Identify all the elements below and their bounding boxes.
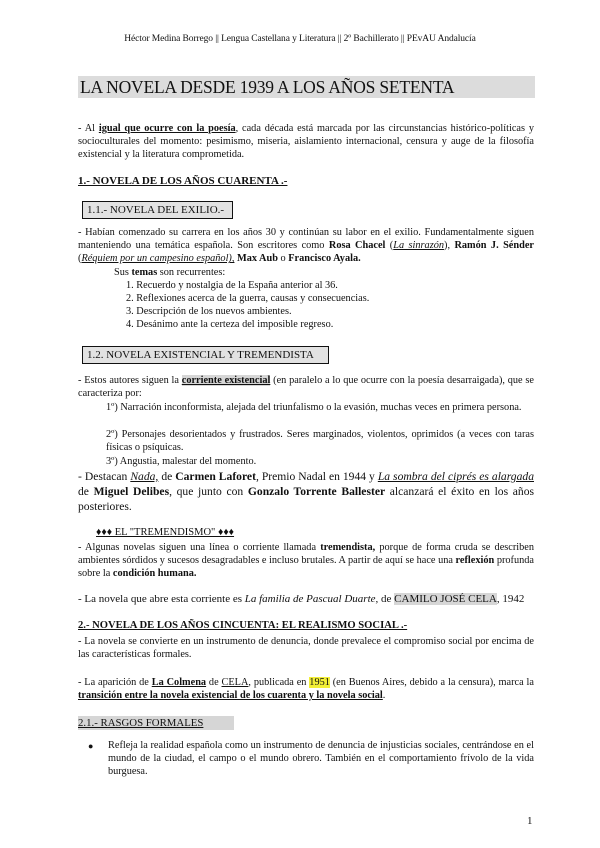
section-heading-1: 1.- NOVELA DE LOS AÑOS CUARENTA .- bbox=[78, 175, 288, 187]
subsection-heading-existencial: 1.2. NOVELA EXISTENCIAL Y TREMENDISTA bbox=[82, 346, 329, 364]
temas-text: Sus bbox=[114, 267, 132, 278]
temas-emphasis: temas bbox=[131, 267, 158, 278]
exilio-text: - Habían comenzado su carrera en los años 30 y continúan su labor en el exilio. Fundamentalmente siguen manteniendo una temática española. Son escritores como bbox=[78, 227, 534, 252]
existencial-text: - Estos autores siguen la bbox=[78, 375, 182, 386]
exilio-text: ), bbox=[444, 240, 455, 252]
colmena-text: . bbox=[382, 690, 386, 702]
section-heading-2: 2.- NOVELA DE LOS AÑOS CINCUENTA: EL REALISMO SOCIAL .- bbox=[78, 620, 408, 631]
existencial-paragraph bbox=[78, 374, 534, 400]
exist-item-2: 2º) Personajes desorientados y frustrados. Seres marginados, violentos, oprimidos (a veces con taras físicas o psíquicas. bbox=[106, 429, 534, 454]
destacan-text: - Destacan bbox=[78, 470, 131, 483]
author-name: Ramón J. Sénder bbox=[454, 240, 534, 252]
intro-emphasis: igual que ocurre con la poesía bbox=[98, 123, 236, 134]
work-title: Nada, bbox=[130, 470, 159, 483]
list-item: 4. Desánimo ante la certeza del imposible regreso. bbox=[126, 318, 334, 330]
destacan-text: , que junto con bbox=[169, 485, 248, 498]
destacan-paragraph bbox=[78, 469, 534, 514]
author-name: Gonzalo Torrente Ballester bbox=[247, 485, 386, 498]
tremendismo-heading: ♦♦♦ EL "TREMENDISMO" ♦♦♦ bbox=[96, 527, 235, 538]
tremendismo-emphasis: tremendista, bbox=[320, 542, 376, 553]
colmena-text: - La aparición de bbox=[78, 677, 152, 688]
page-number: 1 bbox=[527, 815, 533, 827]
work-title: La sinrazón bbox=[393, 240, 445, 252]
rasgos-item: Refleja la realidad española como un instrumento de denuncia de injusticias sociales, centrándose en el mundo de la ciudad, el campo o el mundo obrero. También en el comportamiento frívolo de la vida burguesa. bbox=[108, 740, 534, 778]
list-item: 1. Recuerdo y nostalgia de la España anterior al 36. bbox=[126, 280, 338, 291]
work-title: La familia de Pascual Duarte, bbox=[244, 593, 379, 605]
exilio-text: ( bbox=[385, 240, 394, 252]
author-name: Francisco Ayala. bbox=[288, 253, 361, 265]
list-item: 2. Reflexiones acerca de la guerra, causas y consecuencias. bbox=[126, 292, 370, 304]
destacan-text: de bbox=[78, 485, 94, 498]
author-name: Miguel Delibes bbox=[93, 485, 170, 498]
cincuenta-paragraph: - La novela se convierte en un instrumento de denuncia, donde prevalece el compromiso social por encima de las características formales. bbox=[78, 636, 534, 661]
colmena-text: , publicada en bbox=[248, 677, 310, 688]
tremendismo-text: - Algunas novelas siguen una línea o corriente llamada bbox=[78, 542, 321, 553]
work-title: Réquiem por un campesino español), bbox=[81, 253, 235, 265]
destacan-text: alcanzará el éxito en los años posteriores. bbox=[78, 485, 535, 513]
destacan-text: de bbox=[158, 470, 176, 483]
year-highlight: 1951 bbox=[309, 677, 330, 688]
exist-item-1: 1º) Narración inconformista, alejada del triunfalismo o la evasión, muchas veces en primera persona. bbox=[106, 402, 522, 413]
pascual-paragraph bbox=[78, 593, 534, 606]
temas-intro bbox=[114, 266, 414, 279]
exist-item-3: 3º) Angustia, malestar del momento. bbox=[106, 456, 257, 467]
running-header: Héctor Medina Borrego || Lengua Castellana y Literatura || 2º Bachillerato || PEvAU Andalucía bbox=[124, 34, 476, 44]
existencial-emphasis: corriente existencial bbox=[181, 375, 271, 386]
pascual-text: de bbox=[378, 593, 395, 605]
work-title: La sombra del ciprés es alargada bbox=[377, 470, 534, 483]
list-item: 3. Descripción de los nuevos ambientes. bbox=[126, 305, 292, 317]
work-title: La Colmena bbox=[151, 677, 207, 688]
subsection-heading-exilio: 1.1.- NOVELA DEL EXILIO.- bbox=[82, 201, 233, 219]
temas-list bbox=[126, 280, 369, 332]
destacan-text: , Premio Nadal en 1944 y bbox=[255, 470, 378, 483]
colmena-paragraph bbox=[78, 676, 534, 702]
author-name: Carmen Laforet bbox=[175, 470, 256, 483]
document-title: LA NOVELA DESDE 1939 A LOS AÑOS SETENTA bbox=[78, 76, 535, 98]
pascual-text: , 1942 bbox=[496, 593, 525, 605]
subsection-heading-rasgos: 2.1.- RASGOS FORMALES bbox=[78, 716, 234, 730]
author-name: Max Aub bbox=[237, 253, 278, 265]
colmena-emphasis: transición entre la novela existencial de los cuarenta y la novela social bbox=[78, 690, 383, 702]
temas-text: son recurrentes: bbox=[157, 267, 226, 278]
author-name: CELA bbox=[221, 677, 249, 688]
author-name: Rosa Chacel bbox=[328, 240, 386, 252]
intro-text: - Al bbox=[78, 123, 99, 134]
exilio-text: ( bbox=[78, 253, 82, 265]
existencial-text: (en paralelo a lo que ocurre con la poesía desarraigada), que se caracteriza por: bbox=[78, 375, 535, 400]
exilio-text: o bbox=[277, 253, 289, 265]
colmena-text: (en Buenos Aires, debido a la censura), marca la bbox=[329, 677, 534, 688]
tremendismo-emphasis: condición humana. bbox=[112, 568, 197, 580]
colmena-text: de bbox=[206, 677, 222, 688]
tremendismo-text: profunda sobre la bbox=[78, 555, 535, 580]
tremendismo-paragraph bbox=[78, 541, 534, 581]
tremendismo-text: porque de forma cruda se describen ambientes sórdidos y sucesos desagradables e incluso brutales. A partir de aquí se hace una bbox=[78, 542, 534, 567]
intro-text: , cada década está marcada por las circunstancias histórico-políticas y socioculturales del momento: pesimismo, miseria, aislamiento internacional, censura y auge de la filosofía existencial y la literatura comprometida. bbox=[78, 123, 534, 161]
bullet-icon: ● bbox=[88, 741, 94, 751]
author-name: CAMILO JOSÉ CELA bbox=[394, 593, 497, 605]
pascual-text: - La novela que abre esta corriente es bbox=[78, 593, 245, 605]
tremendismo-emphasis: reflexión bbox=[455, 555, 495, 567]
exilio-paragraph bbox=[78, 226, 534, 266]
intro-paragraph bbox=[78, 122, 534, 162]
